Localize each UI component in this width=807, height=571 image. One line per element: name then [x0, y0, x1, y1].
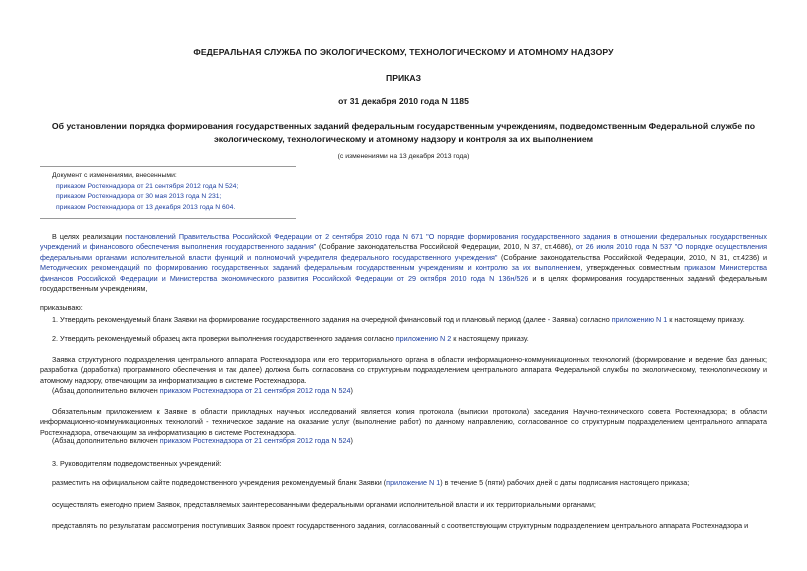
item-1: 1. Утвердить рекомендуемый бланк Заявки на формирование государственного задания на очередной финансовый год и плановый период (далее - Заявка) согласно приложению N 1 к настоящему приказу.	[52, 315, 745, 324]
change-link-231[interactable]: приказом Ростехнадзора от 30 мая 2013 года N 231;	[56, 193, 222, 201]
link-appendix-2[interactable]: приложению N 2	[395, 334, 452, 343]
subitem-accept: осуществлять ежегодно прием Заявок, представляемых заинтересованными федеральными органами исполнительной власти и их территориальными органами;	[52, 500, 596, 509]
change-link-524[interactable]: приказом Ростехнадзора от 21 сентября 2012 года N 524;	[56, 182, 239, 190]
change-link-604[interactable]: приказом Ростехнадзора от 13 декабря 2013 года N 604.	[56, 203, 236, 211]
note-added-2: (Абзац дополнительно включен приказом Ростехнадзора от 21 сентября 2012 года N 524)	[52, 436, 353, 445]
doc-title: Об установлении порядка формирования государственных заданий федеральным государственным учреждениям, подведомственным Федеральной службе по экологическому, технологическому и атомному надзору и контроля за их выполнением	[51, 121, 756, 144]
order-word: приказываю:	[40, 303, 83, 312]
changes-top-rule	[40, 166, 296, 167]
agency-name: ФЕДЕРАЛЬНАЯ СЛУЖБА ПО ЭКОЛОГИЧЕСКОМУ, ТЕХНОЛОГИЧЕСКОМУ И АТОМНОМУ НАДЗОРУ	[193, 47, 614, 57]
note-added-1: (Абзац дополнительно включен приказом Ростехнадзора от 21 сентября 2012 года N 524)	[52, 386, 353, 395]
link-order-524-note1[interactable]: приказом Ростехнадзора от 21 сентября 2012 года N 524	[159, 386, 351, 395]
subitem-submit: представлять по результатам рассмотрения поступивших Заявок проект государственного задания, согласованный с соответствующим структурным подразделением центрального аппарата Ростехнадзора и	[52, 521, 749, 530]
changes-box	[52, 171, 352, 213]
item-2: 2. Утвердить рекомендуемый образец акта проверки выполнения государственного задания согласно приложению N 2 к настоящему приказу.	[52, 334, 529, 343]
doc-date: от 31 декабря 2010 года N 1185	[338, 96, 469, 106]
link-appendix-1[interactable]: приложению N 1	[611, 315, 668, 324]
doc-type: ПРИКАЗ	[386, 73, 421, 83]
link-order-524-note2[interactable]: приказом Ростехнадзора от 21 сентября 2012 года N 524	[159, 436, 351, 445]
link-methodical-recommendations[interactable]: Методических рекомендаций по формированию государственных заданий федеральным государственным учреждениям и контролю за их выполнением	[40, 263, 581, 273]
subitem-publish: разместить на официальном сайте подведомственного учреждения рекомендуемый бланк Заявки (приложение N 1) в течение 5 (пяти) рабочих дней с даты подписания настоящего приказа;	[52, 478, 690, 487]
link-resolution-671[interactable]: постановлений Правительства Российской Федерации от 2 сентября 2010 года N 671 "О порядке формирования государственного задания в отношении федеральных государственных учреждений и финансового обеспечения выполнения государственного задания"	[40, 232, 767, 252]
link-resolution-537[interactable]: от 26 июля 2010 года N 537 "О порядке осуществления федеральными органами исполнительной власти функций и полномочий учредителя федерального государственного учреждения"	[40, 242, 768, 262]
changes-heading: Документ с изменениями, внесенными:	[52, 172, 177, 179]
amended-note: (с изменениями на 13 декабря 2013 года)	[337, 153, 470, 160]
preamble-paragraph: В целях реализации постановлений Правительства Российской Федерации от 2 сентября 2010 года N 671 "О порядке формирования государственного задания в отношении федеральных государственных учреждений и финансового обеспечения выполнения государственного задания" (Собрание законодательства Российской Федерации, 2010, N 37, ст.4686), от 26 июля 2010 года N 537 "О порядке осуществления федеральными органами исполнительной власти функций и полномочий учредителя федерального государственного учреждения" (Собрание законодательства Российской Федерации, 2010, N 31, ст.4236) и Методических рекомендаций по формированию государственных заданий федеральным государственным учреждениям и контролю за их выполнением, утвержденных совместным приказом Министерства финансов Российской Федерации и Министерства экономического развития Российской Федерации от 29 октября 2010 года N 136н/526 и в целях формирования государственных заданий федеральным государственным учреждениям,	[40, 232, 768, 294]
paragraph-mandatory-appendix: Обязательным приложением к Заявке в области прикладных научных исследований является копия протокола (выписки протокола) заседания Научно-технического совета Ростехнадзора; в области информационно-коммуникационных технологий - техническое задание на оказание услуг (выполнение работ) по данному направлению, согласованное со структурным подразделением центрального аппарата Ростехнадзора, отвечающим за информатизацию в системе Ростехнадзора.	[40, 407, 767, 437]
link-joint-order[interactable]: приказом Министерства финансов Российской Федерации и Министерства экономического развития Российской Федерации от 29 октября 2010 года N 136н/526	[40, 263, 767, 283]
item-3: 3. Руководителям подведомственных учреждений:	[52, 459, 222, 468]
changes-bottom-rule	[40, 218, 296, 219]
paragraph-structural-unit: Заявка структурного подразделения центрального аппарата Ростехнадзора или его территориального органа в области информационно-коммуникационных технологий (формирование и ведение баз данных; разработка (доработка) программного обеспечения и так далее) должна быть согласована со структурным подразделением центрального аппарата Федеральной службы по экологическому, технологическому и атомному надзору, отвечающим за информатизацию в системе Ростехнадзора.	[40, 355, 767, 385]
link-appendix-1-sub[interactable]: приложение N 1	[386, 478, 441, 487]
